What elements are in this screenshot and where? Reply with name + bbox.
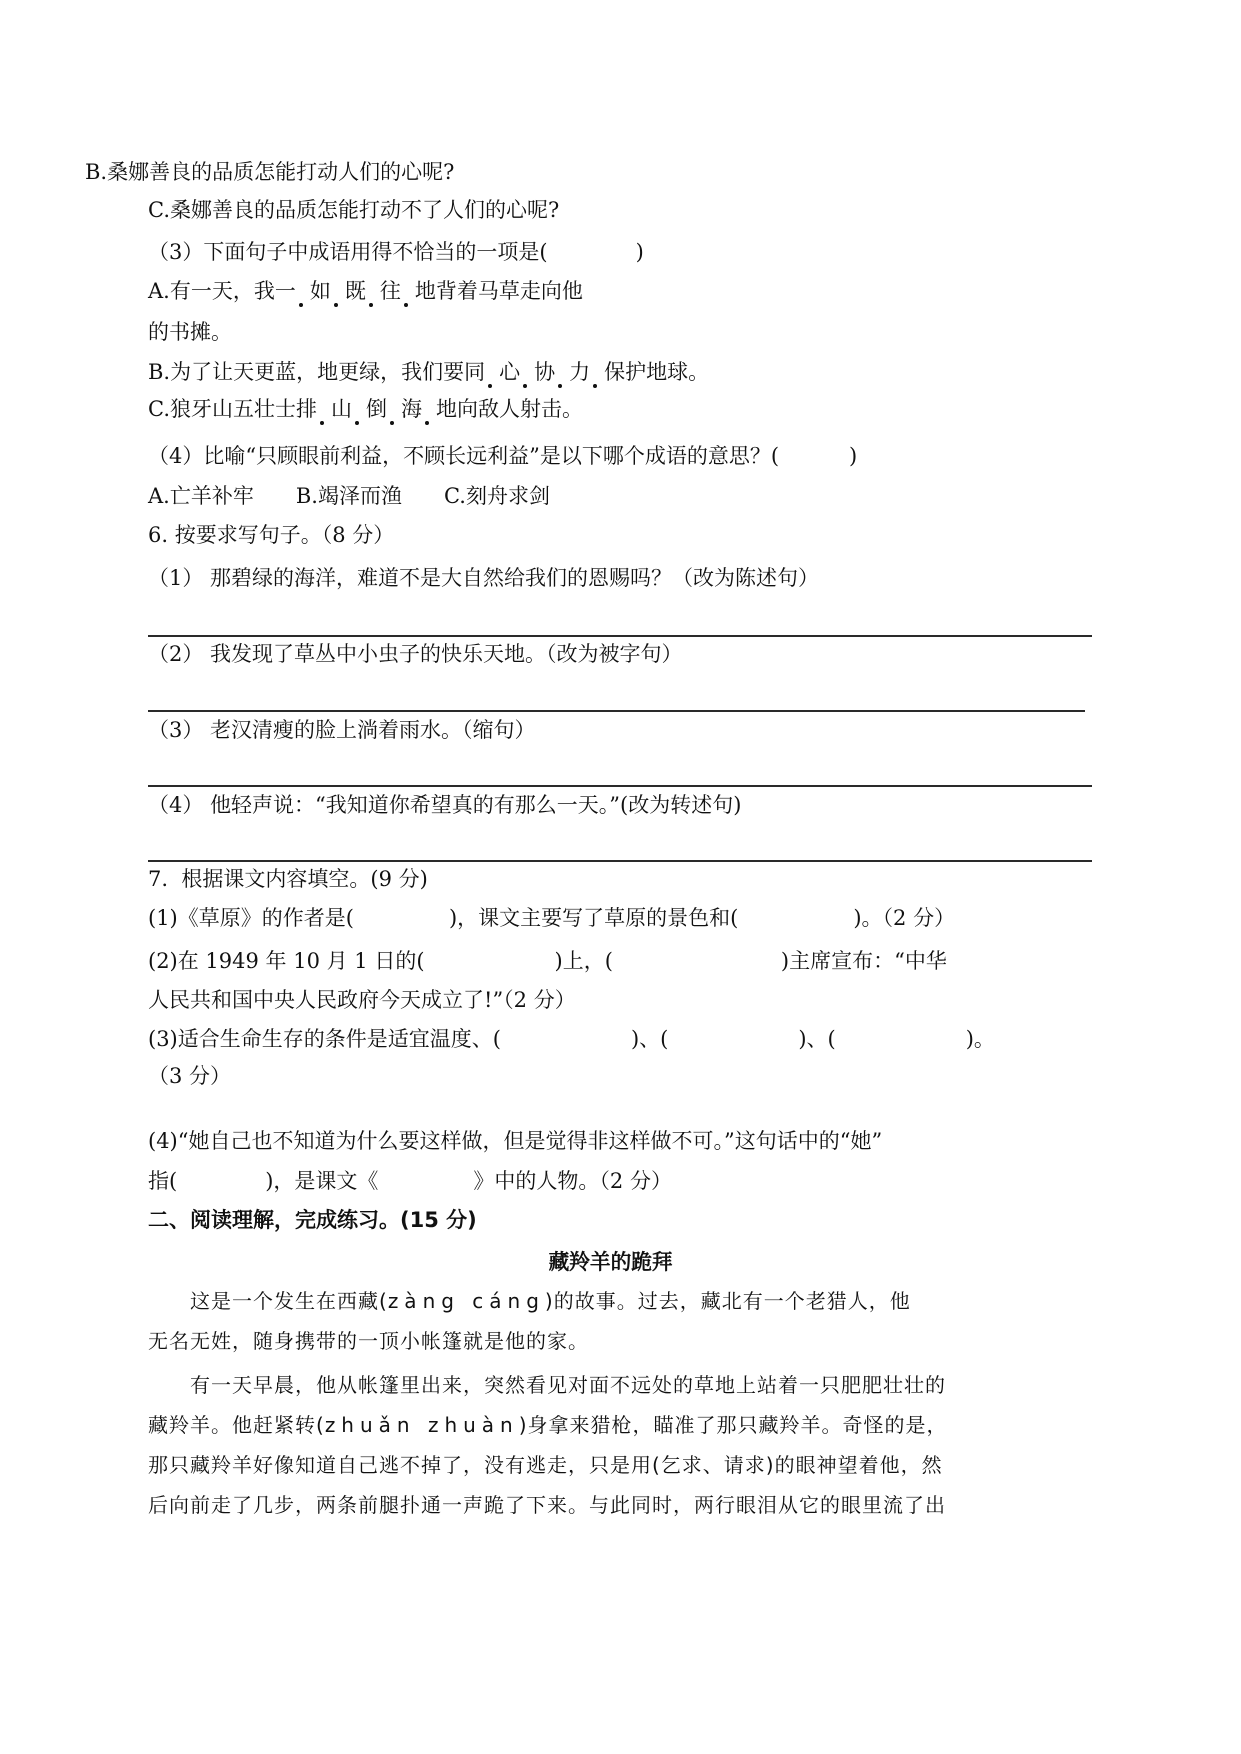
item-text: 》中的人物。（2 分） [473, 1169, 672, 1193]
item-text: (1)《草原》的作者是( [148, 906, 354, 930]
emphasized-char: 倒 [366, 397, 387, 421]
emphasized-char: 往 [379, 279, 401, 303]
passage-line: 后向前走了几步，两条前腿扑通一声跪了下来。与此同时，两行眼泪从它的眼里流了出 [148, 1493, 946, 1517]
q5-sub3-option-a [148, 277, 583, 305]
emphasized-char: 如 [309, 279, 331, 303]
pinyin-annotation: zàng cáng [387, 1289, 545, 1313]
option-text: A.有一天，我 [148, 279, 275, 303]
passage-line: 那只藏羚羊好像知道自己逃不掉了，没有逃走，只是用(乞求、请求)的眼神望着他，然 [148, 1453, 943, 1477]
q6-item-2: （2） 我发现了草丛中小虫子的快乐天地。（改为被字句） [148, 642, 683, 666]
emphasized-char: 山 [331, 397, 352, 421]
emphasized-char: 心 [499, 360, 521, 384]
passage-line: 有一天早晨，他从帐篷里出来，突然看见对面不远处的草地上站着一只肥肥壮壮的 [190, 1373, 946, 1397]
option-text: C.狼牙山五壮士 [148, 397, 296, 421]
q5-sub3-option-a-cont: 的书摊。 [148, 320, 232, 344]
q7-item-3-score: （3 分） [148, 1064, 232, 1088]
answer-line[interactable] [148, 710, 1085, 712]
option-a: A.亡羊补牢 [148, 484, 254, 508]
q5-sub3-option-b [148, 358, 709, 386]
passage-title: 藏羚羊的跪拜 [548, 1250, 673, 1274]
section-heading: 二、阅读理解，完成练习。(15 分) [148, 1208, 477, 1232]
prompt-text: （3）下面句子中成语用得不恰当的一项是( [148, 240, 548, 264]
option-c: C.刻舟求剑 [443, 484, 550, 508]
emphasized-char: 排 [296, 397, 317, 421]
paren-close: ) [635, 240, 644, 264]
pinyin-annotation: zhuǎn zhuàn [324, 1413, 519, 1437]
item-text: )，课文主要写了草原的景色和( [448, 906, 739, 930]
answer-line[interactable] [148, 785, 1092, 787]
q5-sub4-prompt [148, 442, 857, 470]
q6-item-3: （3） 老汉清瘦的脸上淌着雨水。（缩句） [148, 718, 536, 742]
emphasized-char: 协 [534, 360, 556, 384]
q7-item-3 [148, 1025, 995, 1053]
option-text: 地背着马草走向他 [414, 279, 583, 303]
answer-line[interactable] [148, 860, 1092, 862]
emphasized-char: 一 [274, 279, 296, 303]
q7-item-4-cont [148, 1167, 672, 1195]
q6-item-1: （1） 那碧绿的海洋，难道不是大自然给我们的恩赐吗？（改为陈述句） [148, 566, 820, 590]
option-text: 地向敌人射击。 [436, 397, 583, 421]
q7-heading: 7. 根据课文内容填空。(9 分) [148, 867, 428, 891]
emphasized-char: 海 [401, 397, 422, 421]
q7-item-2 [148, 947, 947, 975]
q7-item-1 [148, 904, 955, 932]
option-b: B.竭泽而渔 [295, 484, 402, 508]
line-text: )的故事。过去，藏北有一个老猎人，他 [544, 1289, 911, 1313]
answer-line[interactable] [148, 635, 1092, 637]
q5-sub3-prompt [148, 238, 644, 266]
option-text: 保护地球。 [604, 360, 710, 384]
passage-line [148, 1411, 948, 1439]
line-text: 这是一个发生在西藏( [190, 1289, 388, 1313]
item-text: )、( [798, 1027, 836, 1051]
passage-line: 无名无姓，随身携带的一顶小帐篷就是他的家。 [148, 1329, 589, 1353]
item-text: )。 [965, 1027, 995, 1051]
q7-item-2-cont: 人民共和国中央人民政府今天成立了!”（2 分） [148, 988, 576, 1012]
item-text: )，是课文《 [265, 1169, 379, 1193]
item-text: (2)在 1949 年 10 月 1 日的( [148, 949, 425, 973]
option-text: B.为了让天更蓝，地更绿，我们要 [148, 360, 465, 384]
emphasized-char: 同 [464, 360, 486, 384]
line-text: 藏羚羊。他赶紧转( [148, 1413, 325, 1437]
q5-option-c: C.桑娜善良的品质怎能打动不了人们的心呢? [148, 198, 560, 222]
q5-option-b: B.桑娜善良的品质怎能打动人们的心呢? [85, 160, 455, 184]
item-text: )主席宣布：“中华 [780, 949, 947, 973]
line-text: )身拿来猎枪，瞄准了那只藏羚羊。奇怪的是， [518, 1413, 948, 1437]
paren-close: ) [849, 444, 858, 468]
passage-line [190, 1287, 911, 1315]
item-text: )上，( [554, 949, 613, 973]
q7-item-4: (4)“她自己也不知道为什么要这样做，但是觉得非这样做不可。”这句话中的“她” [148, 1129, 883, 1153]
emphasized-char: 力 [569, 360, 591, 384]
q6-heading: 6. 按要求写句子。（8 分） [148, 523, 395, 547]
q5-sub4-options [148, 482, 550, 510]
item-text: )。（2 分） [853, 906, 956, 930]
q5-sub3-option-c [148, 395, 583, 423]
item-text: 指( [148, 1169, 178, 1193]
item-text: )、( [630, 1027, 669, 1051]
emphasized-char: 既 [344, 279, 366, 303]
q6-item-4: （4） 他轻声说：“我知道你希望真的有那么一天。”(改为转述句) [148, 793, 742, 817]
item-text: (3)适合生命生存的条件是适宜温度、( [148, 1027, 501, 1051]
prompt-text: （4）比喻“只顾眼前利益，不顾长远利益”是以下哪个成语的意思？( [148, 444, 780, 468]
